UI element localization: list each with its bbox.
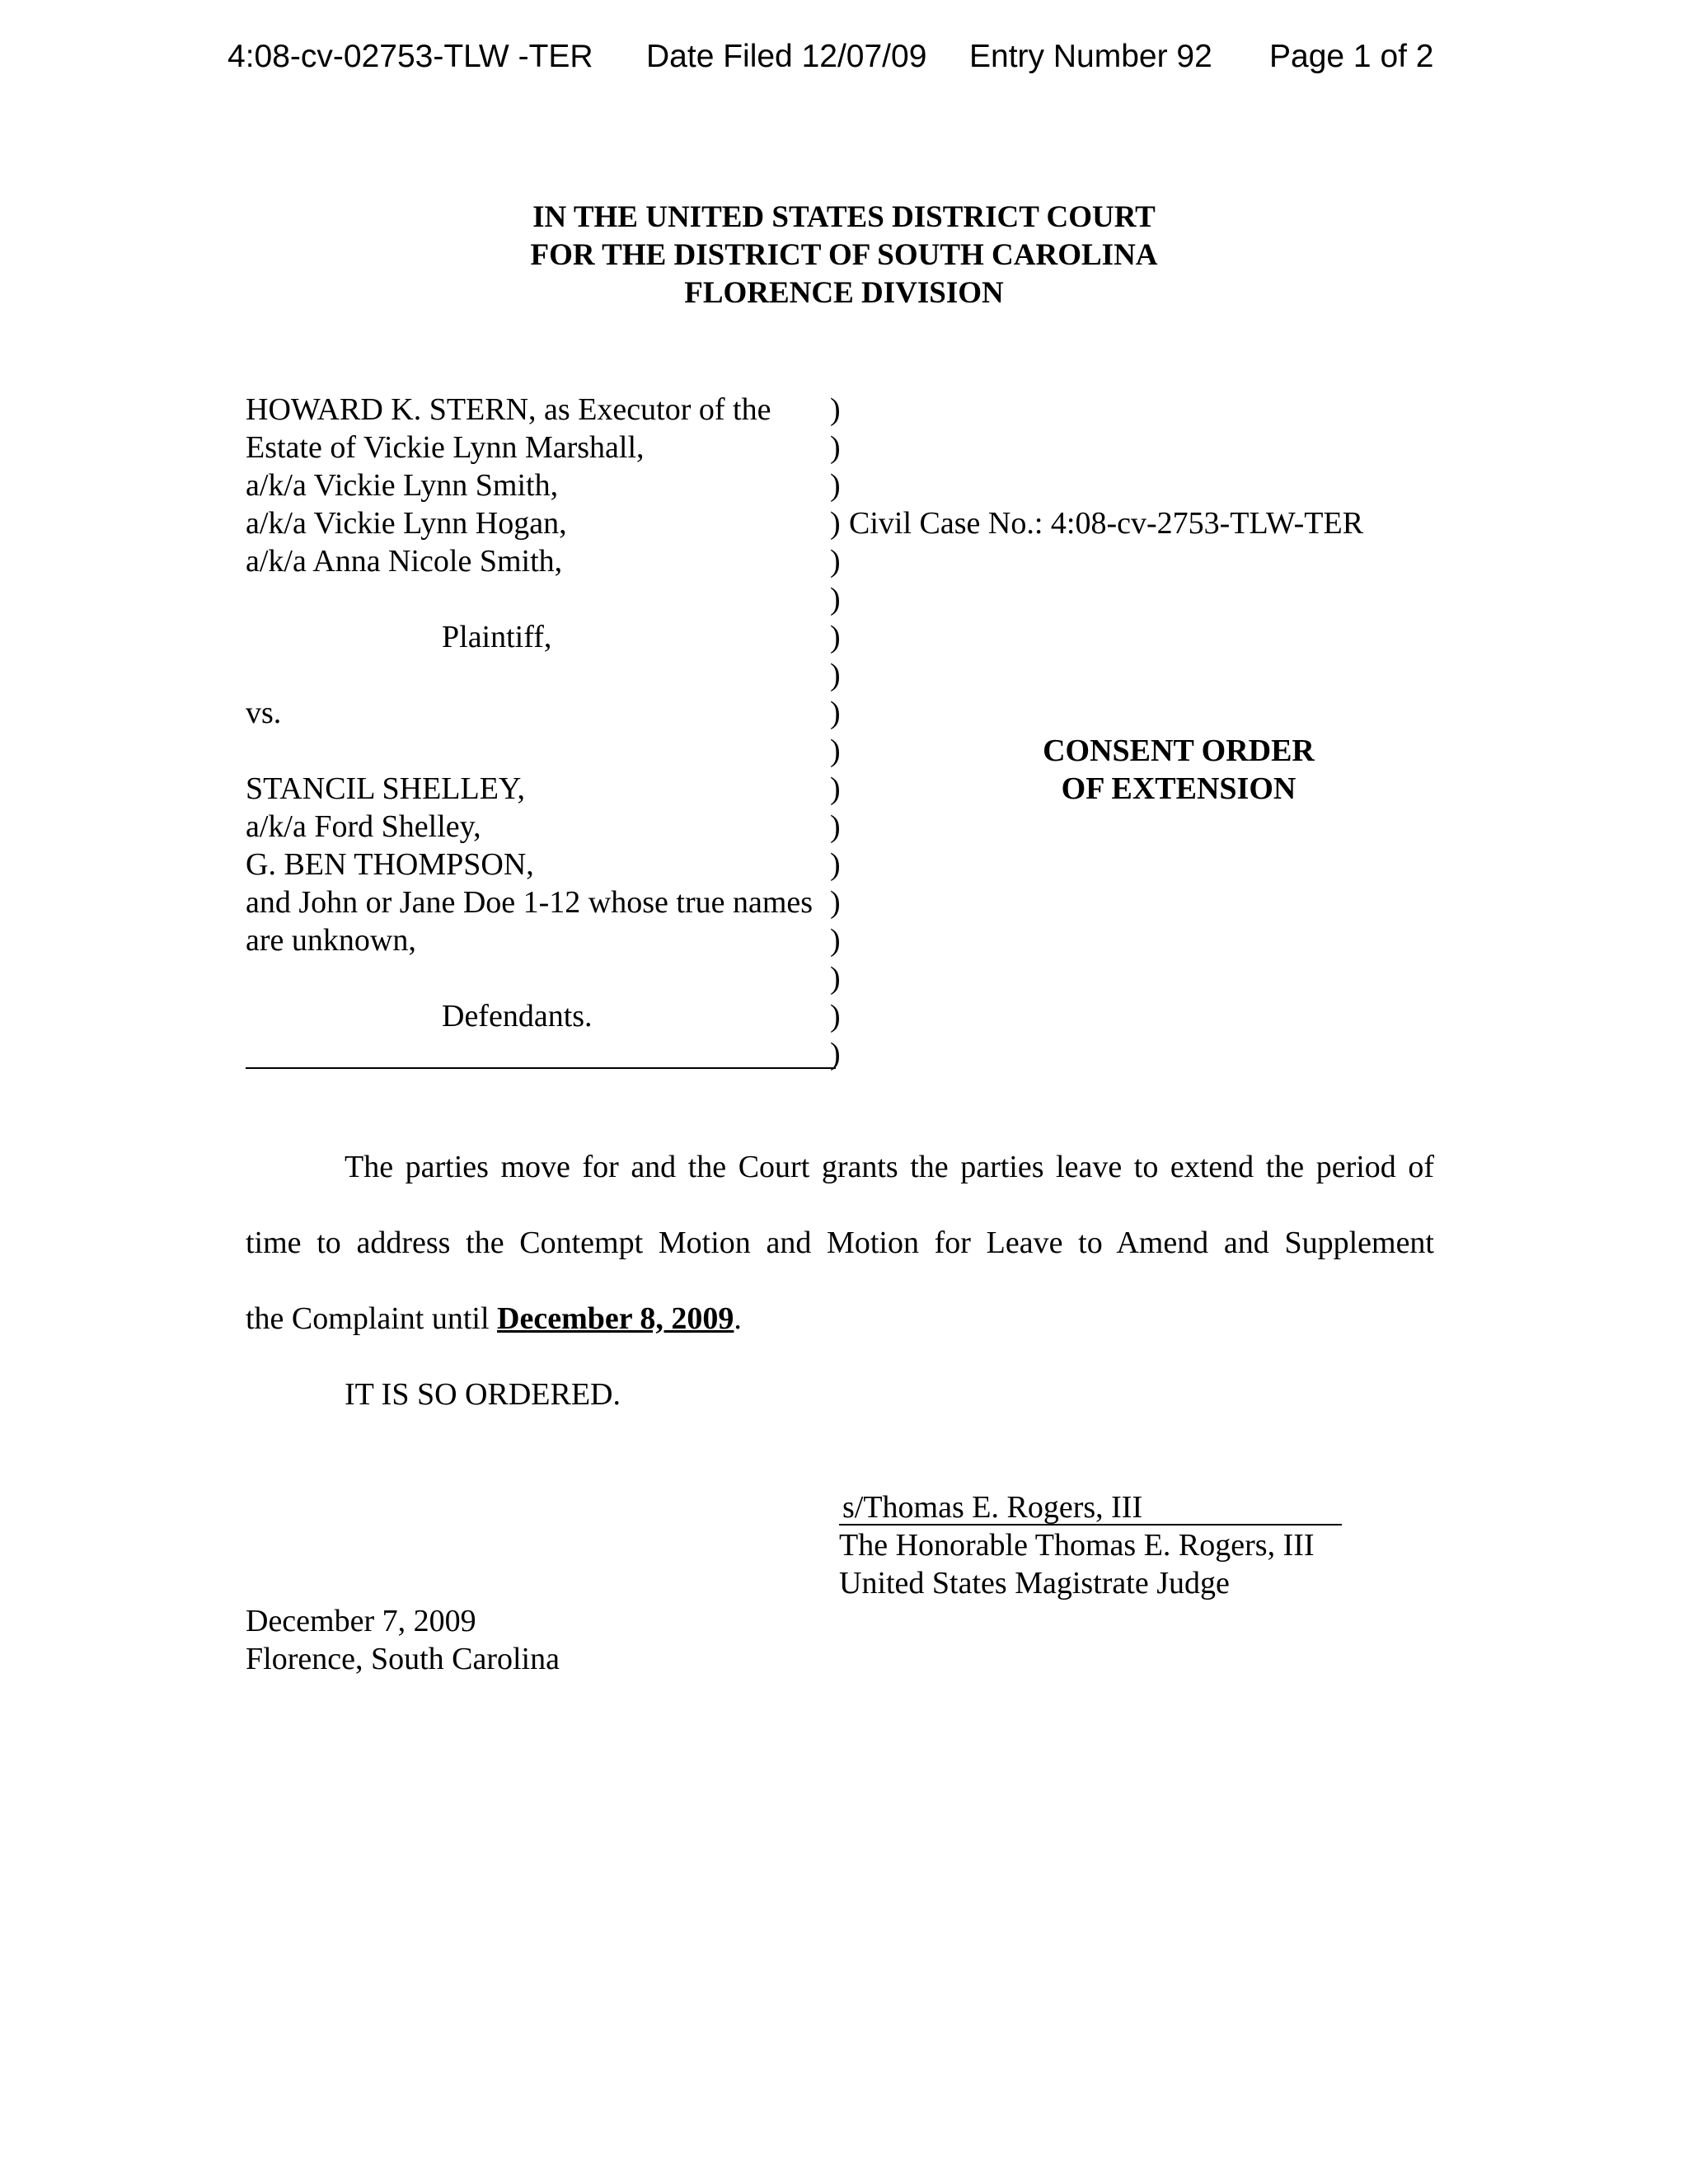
caption-paren: )	[830, 809, 841, 844]
caption-paren: )	[830, 658, 841, 692]
defendant-line: and John or Jane Doe 1-12 whose true names	[246, 885, 814, 920]
court-title-line-3: FLORENCE DIVISION	[684, 276, 1004, 310]
judge-title: United States Magistrate Judge	[839, 1566, 1230, 1601]
order-date: December 7, 2009	[246, 1604, 476, 1638]
order-place: Florence, South Carolina	[246, 1642, 560, 1676]
so-ordered: IT IS SO ORDERED.	[345, 1377, 621, 1412]
caption-paren: )	[830, 733, 841, 768]
caption-paren: )	[830, 771, 841, 806]
court-title-line-1: IN THE UNITED STATES DISTRICT COURT	[532, 200, 1156, 234]
order-title-line-1: CONSENT ORDER	[1043, 733, 1315, 768]
caption-paren: )	[830, 961, 841, 996]
plaintiff-line: a/k/a Anna Nicole Smith,	[246, 544, 563, 579]
plaintiff-line: HOWARD K. STERN, as Executor of the	[246, 392, 771, 427]
body-line-1: The parties move for and the Court grants the parties leave to extend the period of	[345, 1150, 1434, 1184]
caption-paren: )	[830, 999, 841, 1033]
stamp-page-number: Page 1 of 2	[1269, 39, 1434, 74]
electronic-signature: s/Thomas E. Rogers, III	[842, 1490, 1143, 1525]
plaintiff-line: Estate of Vickie Lynn Marshall,	[246, 430, 645, 465]
plaintiff-line: a/k/a Vickie Lynn Smith,	[246, 468, 559, 503]
body-line-2: time to address the Contempt Motion and Motion for Leave to Amend and Supplement	[246, 1226, 1434, 1260]
judge-name: The Honorable Thomas E. Rogers, III	[839, 1528, 1315, 1563]
caption-paren: )	[830, 468, 841, 503]
caption-paren: )	[830, 620, 841, 654]
caption-paren: )	[830, 392, 841, 427]
defendant-line: G. BEN THOMPSON,	[246, 847, 534, 882]
filing-stamp	[0, 36, 1688, 77]
body-line-3-suffix: .	[734, 1301, 742, 1336]
body-line-3	[246, 1299, 1434, 1338]
caption-paren: )	[830, 506, 841, 541]
plaintiff-line: a/k/a Vickie Lynn Hogan,	[246, 506, 567, 541]
defendant-line: STANCIL SHELLEY,	[246, 771, 525, 806]
versus: vs.	[246, 696, 282, 730]
stamp-entry-number: Entry Number 92	[969, 39, 1212, 74]
court-title-line-2: FOR THE DISTRICT OF SOUTH CAROLINA	[530, 238, 1158, 272]
stamp-date-filed: Date Filed 12/07/09	[646, 39, 927, 74]
caption-paren: )	[830, 885, 841, 920]
defendant-line: are unknown,	[246, 923, 416, 958]
defendant-line: a/k/a Ford Shelley,	[246, 809, 481, 844]
defendant-role: Defendants.	[442, 999, 593, 1033]
body-line-3-prefix: the Complaint until	[246, 1301, 498, 1336]
caption-paren: )	[830, 1037, 841, 1071]
stamp-case-number: 4:08-cv-02753-TLW -TER	[227, 39, 593, 74]
caption-paren: )	[830, 847, 841, 882]
caption-paren: )	[830, 430, 841, 465]
deadline-date: December 8, 2009	[497, 1301, 734, 1336]
caption-paren: )	[830, 696, 841, 730]
caption-paren: )	[830, 582, 841, 616]
civil-case-number: Civil Case No.: 4:08-cv-2753-TLW-TER	[849, 506, 1364, 541]
caption-paren: )	[830, 923, 841, 958]
order-title-line-2: OF EXTENSION	[1061, 771, 1296, 806]
plaintiff-role: Plaintiff,	[442, 620, 552, 654]
caption-rule	[246, 1067, 836, 1069]
signature-line	[839, 1524, 1342, 1526]
caption-paren: )	[830, 544, 841, 579]
